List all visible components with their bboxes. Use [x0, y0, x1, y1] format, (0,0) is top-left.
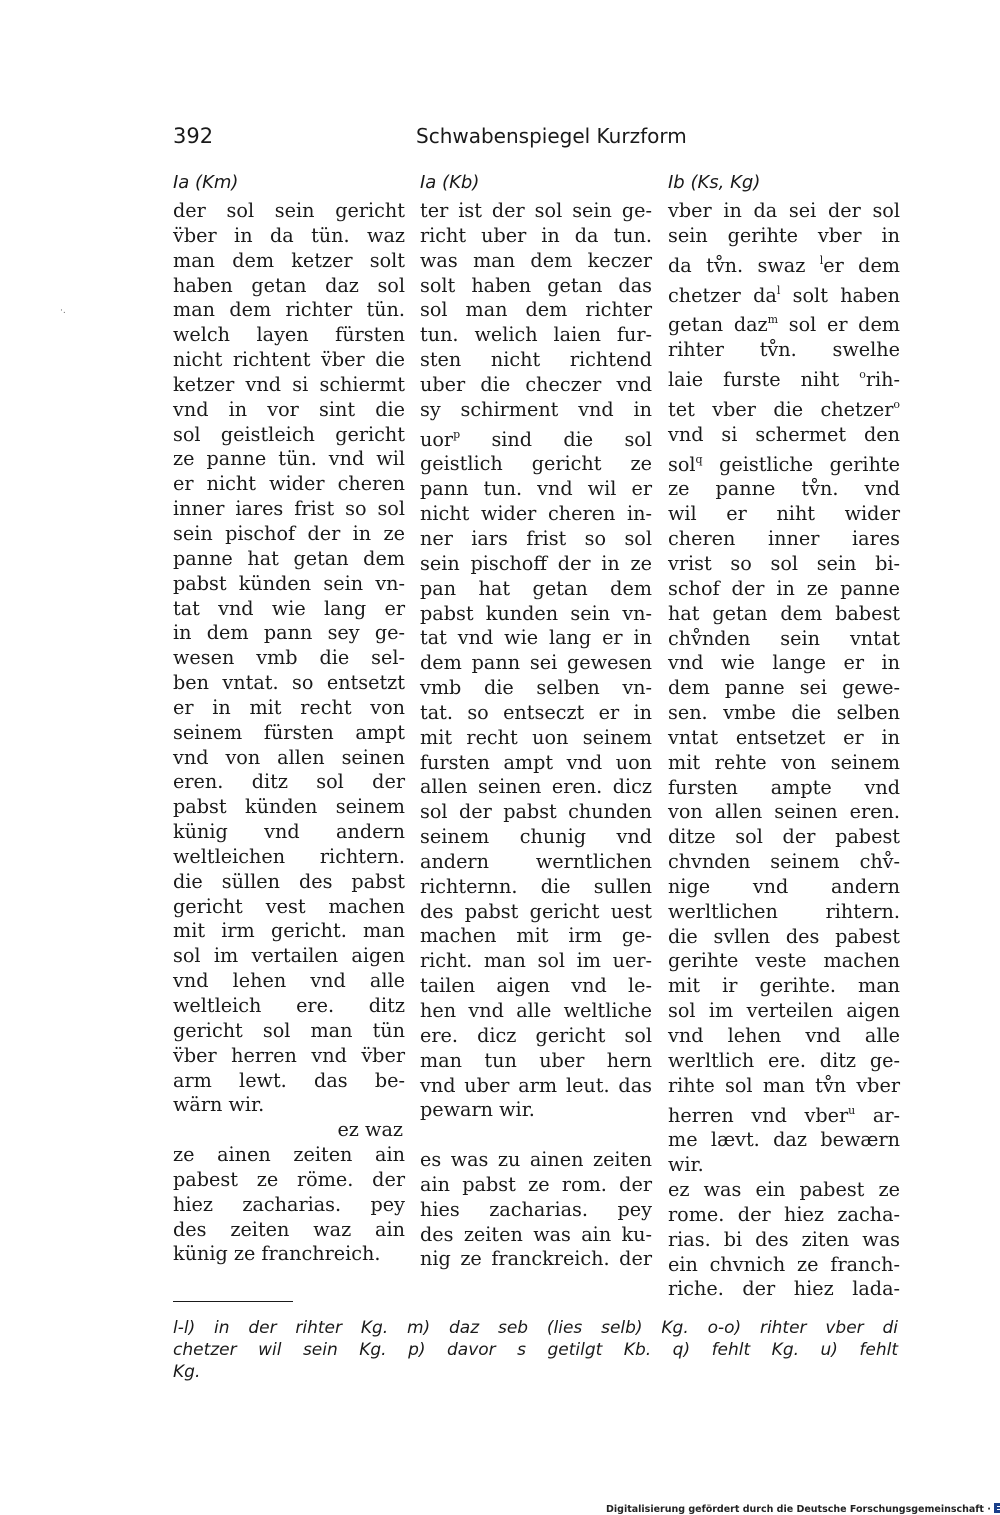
text-line: ze panne tün. vnd wil	[173, 447, 405, 471]
text-line: ez was ein pabest ze	[668, 1178, 900, 1202]
text-column-ia-km	[173, 171, 405, 1267]
page-number: 392	[173, 124, 214, 148]
text-line: seinem fürsten ampt	[173, 720, 405, 744]
text-line: sein pischof der in ze	[173, 521, 405, 545]
text-line: vnd lehen vnd alle	[668, 1024, 900, 1047]
text-line: ditze sol der pabest	[668, 825, 900, 849]
text-line: wesen vmb die sel-	[173, 646, 405, 670]
footnote-marker-p: p	[453, 427, 461, 441]
text-line: in dem pann sey ge-	[173, 621, 405, 645]
footnote-marker-m: m	[767, 313, 779, 327]
column-body	[173, 199, 405, 1267]
text-line: hen vnd alle weltliche	[420, 999, 652, 1022]
text-line: vber in da sei der sol	[668, 199, 900, 222]
text-line: mit ir gerihte. man	[668, 974, 900, 998]
text-line: tun. welich laien fur-	[420, 323, 652, 347]
footnote: u) fehlt	[820, 1340, 899, 1360]
text-line	[668, 308, 900, 338]
text-line: mit rehte von seinem	[668, 750, 900, 774]
footnote: l-l) in der rihter Kg.	[173, 1318, 389, 1338]
text-line: ner iars frist so sol	[420, 526, 652, 550]
text-line	[668, 1099, 900, 1129]
text-line: pann tun. vnd wil er	[420, 477, 652, 501]
text-line: inner iares frist so sol	[173, 497, 405, 521]
footnotes	[173, 1317, 898, 1383]
text-line: des zeiten was ain ku-	[420, 1222, 652, 1246]
text-line: man dem ketzer solt	[173, 248, 405, 272]
text-line: uber die checzer vnd	[420, 372, 652, 396]
text-fragment: uor	[420, 427, 454, 451]
text-line: pan hat getan dem	[420, 576, 652, 600]
text-line: was man dem keczer	[420, 248, 652, 272]
text-line: tat vnd wie lang er in	[420, 626, 652, 650]
text-line: eren. ditz sol der	[173, 770, 405, 794]
text-fragment: solt haben	[792, 283, 900, 307]
text-line: seinem chunig vnd	[420, 825, 652, 849]
text-line: cheren inner iares	[668, 527, 900, 551]
footnote-marker-q: q	[695, 452, 703, 466]
text-line: rihte sol man tv̊n vber	[668, 1073, 900, 1097]
column-heading: Ia (Kb)	[420, 172, 480, 193]
text-line: sein gerihte vber in	[668, 223, 900, 247]
footnote-marker-u: u	[848, 1103, 856, 1117]
text-line: man tun uber hern	[420, 1048, 652, 1072]
text-line: tat. so entseczt er in	[420, 700, 652, 724]
text-line: es was zu ainen zeiten	[420, 1148, 652, 1172]
text-line	[668, 363, 900, 393]
text-line: nig ze franckreich. der	[420, 1247, 652, 1271]
text-line: haben getan daz sol	[173, 273, 405, 297]
footnote-marker-o: o	[859, 368, 866, 382]
text-line: riche. der hiez lada-	[668, 1277, 900, 1301]
text-line: pewarn wir.	[420, 1098, 535, 1122]
footnote-line	[173, 1339, 898, 1361]
text-line: pabest ze röme. der	[173, 1167, 405, 1191]
text-line: weltleichen richtern.	[173, 844, 405, 868]
text-line: tailen aigen vnd le-	[420, 974, 652, 998]
text-line: dem pann sei gewesen	[420, 651, 652, 675]
text-line: v̈ber herren vnd v̈ber	[173, 1043, 405, 1067]
footnote-marker-o: o	[893, 397, 900, 411]
text-line: solt haben getan das	[420, 273, 652, 297]
text-line: rias. bi des ziten was	[668, 1227, 900, 1251]
text-line: vnd lehen vnd alle	[173, 969, 405, 993]
text-line: von allen seinen eren.	[668, 800, 900, 824]
credit-text: Digitalisierung gefördert durch die Deutsche Forschungsgemeinschaft ·	[606, 1504, 991, 1515]
footnote: chetzer wil sein Kg.	[173, 1340, 387, 1360]
text-line: er nicht wider cheren	[173, 472, 405, 496]
text-line: sten nicht richtend	[420, 348, 652, 372]
text-fragment: getan daz	[668, 313, 768, 337]
text-line	[668, 393, 900, 423]
page-header	[173, 124, 898, 154]
text-line: welch layen fürsten	[173, 323, 405, 347]
text-line: ze panne tv̊n. vnd	[668, 477, 900, 501]
text-line: fursten ampt vnd uon	[420, 750, 652, 774]
text-column-ia-kb	[420, 171, 652, 1272]
text-fragment: herren vnd vber	[668, 1103, 849, 1127]
text-line: me lævt. daz bewærn	[668, 1128, 900, 1152]
text-line: der sol sein gericht	[173, 199, 405, 222]
text-line: werltlich ere. ditz ge-	[668, 1048, 900, 1072]
blank-line	[420, 1123, 652, 1148]
text-line: ben vntat. so entsetzt	[173, 671, 405, 695]
text-line: ere. dicz gericht sol	[420, 1023, 652, 1047]
text-line: ketzer vnd si schiermt	[173, 372, 405, 396]
text-line: werltlichen rihtern.	[668, 899, 900, 923]
text-fragment: laie furste niht	[668, 368, 840, 392]
text-fragment: sind die sol	[491, 427, 652, 451]
text-fragment: da tv̊n. swaz	[668, 253, 806, 277]
text-line: pabst künden seinem	[173, 795, 405, 819]
footnote: m) daz seb (lies selb) Kg.	[407, 1318, 689, 1338]
text-line: man dem richter tün.	[173, 298, 405, 322]
column-body	[668, 199, 900, 1302]
text-line: sol geistleich gericht	[173, 422, 405, 446]
text-fragment: rih-	[865, 368, 900, 392]
text-line	[668, 448, 900, 478]
text-line: ze ainen zeiten ain	[173, 1143, 405, 1167]
text-line: andern werntlichen	[420, 849, 652, 873]
footnote-marker-l: l	[776, 283, 781, 297]
text-line: vmb die selben vn-	[420, 676, 652, 700]
text-line: hiez zacharias. pey	[173, 1192, 405, 1216]
text-line: vnd von allen seinen	[173, 745, 405, 769]
text-line: er in mit recht von	[173, 695, 405, 719]
text-line: vnd in vor sint die	[173, 397, 405, 421]
footnote-line	[173, 1361, 898, 1383]
text-line: gericht sol man tün	[173, 1018, 405, 1042]
text-line: nicht wider cheren in-	[420, 502, 652, 526]
running-title: Schwabenspiegel Kurzform	[416, 124, 687, 148]
text-line: rome. der hiez zacha-	[668, 1202, 900, 1226]
text-line: dem panne sei gewe-	[668, 676, 900, 700]
text-line: vnd wie lange er in	[668, 651, 900, 675]
margin-mark: ·.	[60, 306, 66, 316]
text-line: vntat entsetzet er in	[668, 725, 900, 749]
text-line: ain pabst ze rom. der	[420, 1172, 652, 1196]
footnote-marker-l: l	[819, 253, 824, 267]
text-fragment: sol	[668, 452, 696, 476]
text-fragment: sol er dem	[788, 313, 900, 337]
text-fragment: er dem	[823, 253, 900, 277]
text-line: ter ist der sol sein ge-	[420, 199, 652, 222]
footnote-line	[173, 1317, 898, 1339]
text-line: mit recht uon seinem	[420, 725, 652, 749]
dfg-logo-icon	[994, 1503, 1000, 1513]
text-line: allen seinen eren. dicz	[420, 775, 652, 799]
column-heading: Ia (Km)	[173, 172, 239, 193]
text-line: die süllen des pabst	[173, 869, 405, 893]
text-line: richt uber in da tun.	[420, 223, 652, 247]
text-line: ein chvnich ze franch-	[668, 1252, 900, 1276]
text-line	[420, 423, 652, 453]
text-line: sol im vertailen aigen	[173, 944, 405, 968]
text-line: vnd si schermet den	[668, 422, 900, 446]
column-heading: Ib (Ks, Kg)	[668, 172, 761, 193]
text-line: vrist so sol sein bi-	[668, 551, 900, 575]
text-line: rihter tv̊n. swelhe	[668, 338, 900, 362]
text-line: chvnden seinem chv̊-	[668, 850, 900, 874]
text-line: sein pischoff der in ze	[420, 551, 652, 575]
text-line: sol im verteilen aigen	[668, 999, 900, 1023]
footnote: q) fehlt Kg.	[672, 1340, 800, 1360]
text-line: sy schirment vnd in	[420, 397, 652, 421]
text-line: sol man dem richter	[420, 298, 652, 322]
text-fragment: chetzer da	[668, 283, 777, 307]
text-line: tat vnd wie lang er	[173, 596, 405, 620]
text-line: chv̊nden sein vntat	[668, 626, 900, 650]
text-line: geistlich gericht ze	[420, 452, 652, 476]
text-line: schof der in ze panne	[668, 576, 900, 600]
text-line: gericht vest machen	[173, 894, 405, 918]
text-line: machen mit irm ge-	[420, 924, 652, 948]
text-fragment: geistliche gerihte	[719, 452, 900, 476]
text-line: richt. man sol im uer-	[420, 949, 652, 973]
text-line: die svllen des pabest	[668, 924, 900, 948]
footnote: p) davor s getilgt Kb.	[408, 1340, 652, 1360]
footnote: o-o) rihter vber di	[707, 1318, 899, 1338]
text-line: nicht richtent v̈ber die	[173, 348, 405, 372]
text-line: weltleich ere. ditz	[173, 994, 405, 1017]
text-line: arm lewt. das be-	[173, 1068, 405, 1092]
text-line: gerihte veste machen	[668, 949, 900, 973]
text-line: künig vnd andern	[173, 820, 405, 844]
text-line: pabst künden sein vn-	[173, 571, 405, 595]
text-line: des pabst gericht uest	[420, 899, 652, 923]
text-line: hat getan dem babest	[668, 601, 900, 625]
text-column-ib-ks-kg	[668, 171, 900, 1302]
column-body	[420, 199, 652, 1272]
text-line: fursten ampte vnd	[668, 775, 900, 799]
text-line: vnd uber arm leut. das	[420, 1073, 652, 1097]
text-line	[668, 249, 900, 279]
text-fragment: ar-	[872, 1103, 900, 1127]
text-line: panne hat getan dem	[173, 546, 405, 570]
text-line: ez waz	[337, 1118, 403, 1142]
text-fragment: tet vber die chetzer	[668, 397, 894, 421]
digitization-credit	[606, 1503, 1000, 1515]
text-line: hies zacharias. pey	[420, 1197, 652, 1221]
text-line: v̈ber in da tün. waz	[173, 223, 405, 247]
text-line: wärn wir.	[173, 1093, 265, 1117]
text-line: sen. vmbe die selben	[668, 701, 900, 725]
footnote: Kg.	[173, 1362, 201, 1382]
footnote-rule	[173, 1301, 293, 1302]
text-line: nige vnd andern	[668, 874, 900, 898]
text-line: pabst kunden sein vn-	[420, 601, 652, 625]
text-line: sol der pabst chunden	[420, 800, 652, 824]
text-line: künig ze franchreich.	[173, 1242, 381, 1266]
text-line: wil er niht wider	[668, 502, 900, 526]
text-line: des zeiten waz ain	[173, 1217, 405, 1241]
text-line: mit irm gericht. man	[173, 919, 405, 943]
text-line	[668, 279, 900, 309]
text-line: wir.	[668, 1153, 704, 1177]
text-line: richternn. die sullen	[420, 874, 652, 898]
